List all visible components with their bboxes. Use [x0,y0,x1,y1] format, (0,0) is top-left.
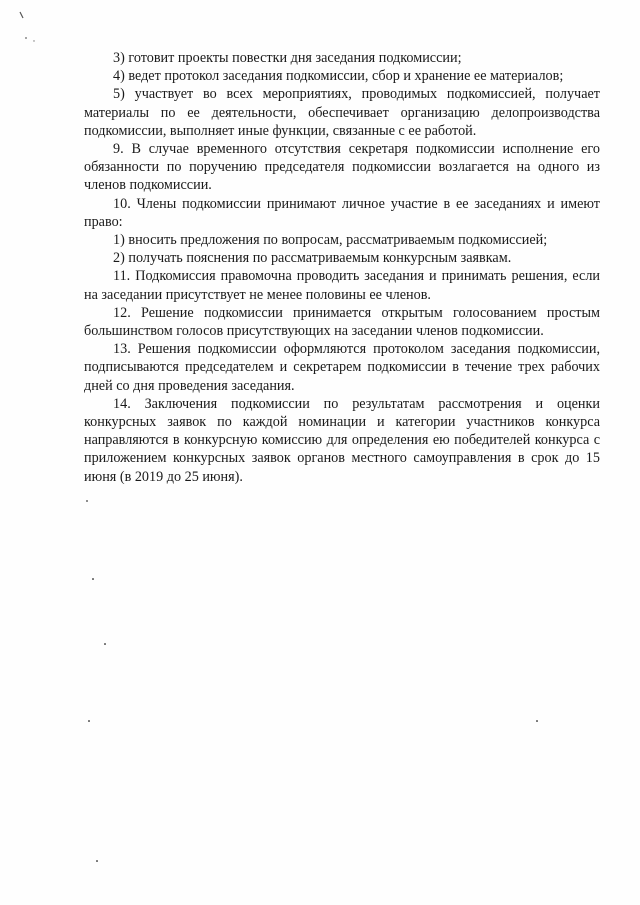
scan-speck [104,643,106,645]
scan-speck [92,578,94,580]
scan-mark-icon [14,10,36,44]
paragraph-10-item-1: 1) вносить предложения по вопросам, рассматриваемым подкомиссией; [113,232,548,249]
paragraph-11: 11. Подкомиссия правомочна проводить заседания и принимать решения, если на заседании присутствует не менее половины ее членов. [84,268,600,303]
paragraph-item-5: 5) участвует во всех мероприятиях, проводимых подкомиссией, получает материалы по ее деятельности, обеспечивает организацию делопроизводства подкомиссии, выполняет иные функции, связанные с ее работой. [84,86,600,139]
paragraph-10-item-2: 2) получать пояснения по рассматриваемым конкурсным заявкам. [113,250,512,267]
scan-speck [88,720,90,722]
scan-speck [536,720,538,722]
paragraph-10: 10. Члены подкомиссии принимают личное участие в ее заседаниях и имеют право: [84,195,600,230]
scan-speck [96,860,98,862]
paragraph-item-3: 3) готовит проекты повестки дня заседания подкомиссии; [113,50,462,66]
document-body [84,49,600,486]
scan-speck [86,500,88,502]
paragraph-14: 14. Заключения подкомиссии по результатам рассмотрения и оценки конкурсных заявок по каждой номинации и категории участников конкурса направляются в конкурсную комиссию для определения ею победителей конкурса с приложением конкурсных заявок органов местного самоуправления в срок до 15 июня (в 2019 до 25 июня). [84,395,600,485]
paragraph-9: 9. В случае временного отсутствия секретаря подкомиссии исполнение его обязанности по поручению председателя подкомиссии возлагается на одного из членов подкомиссии. [84,141,600,194]
paragraph-12: 12. Решение подкомиссии принимается открытым голосованием простым большинством голосов присутствующих на заседании членов подкомиссии. [84,304,600,340]
paragraph-item-4: 4) ведет протокол заседания подкомиссии, сбор и хранение ее материалов; [113,68,564,85]
paragraph-13: 13. Решения подкомиссии оформляются протоколом заседания подкомиссии, подписываются председателем и секретарем подкомиссии в течение трех рабочих дней со дня проведения заседания. [84,341,600,394]
